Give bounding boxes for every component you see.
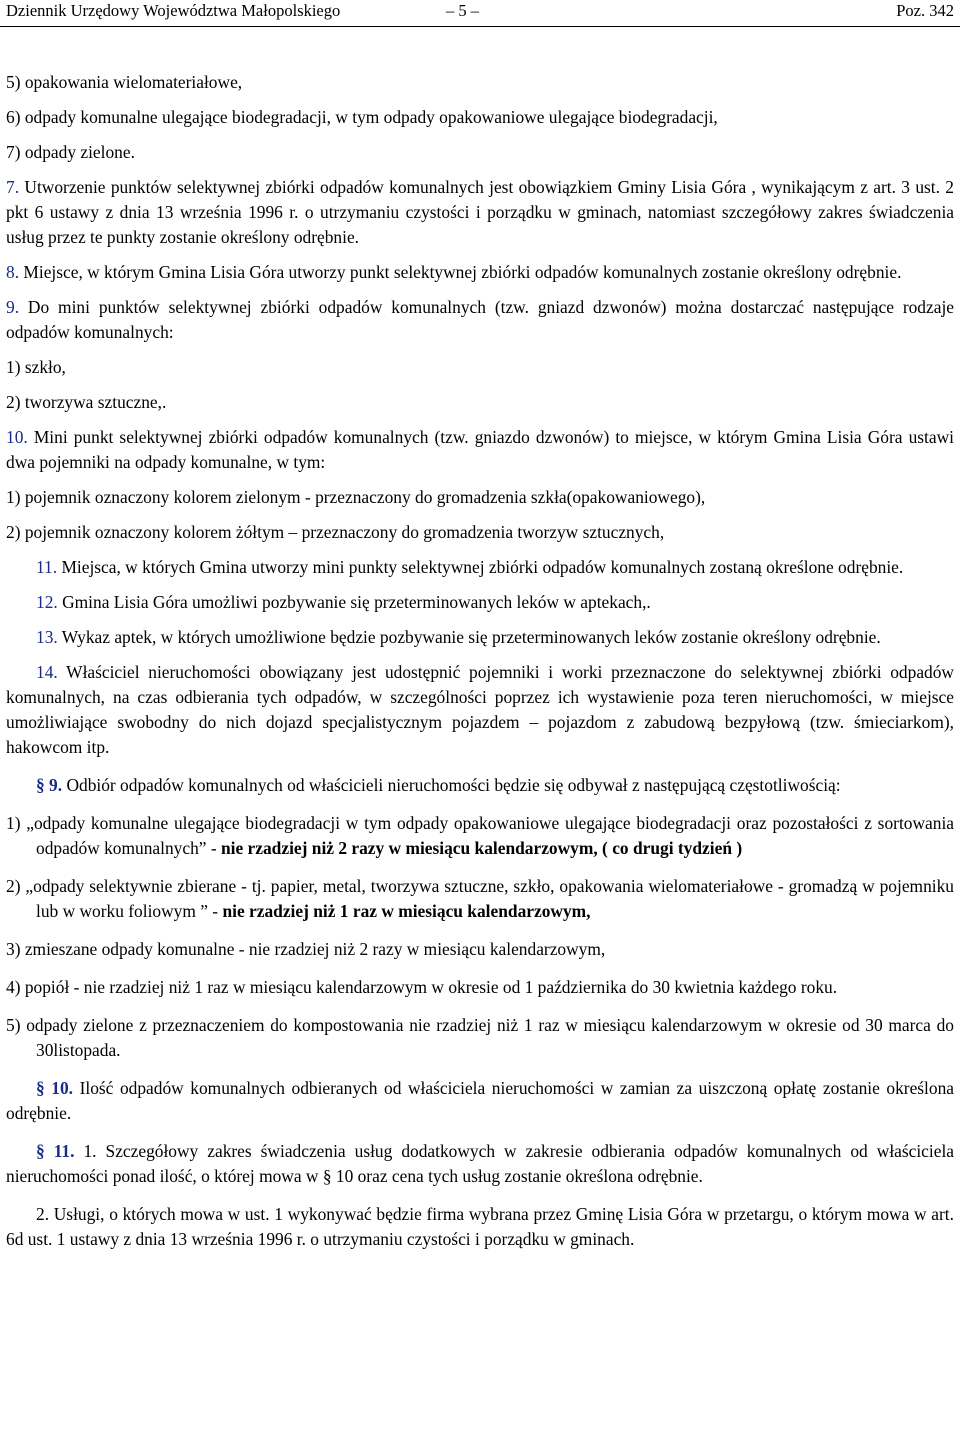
list-item [6, 811, 954, 861]
list-item: 5) odpady zielone z przeznaczeniem do kompostowania nie rzadziej niż 1 raz w miesiącu kalendarzowym w okresie od 30 marca do 30listopada. [6, 1015, 954, 1060]
paragraph-number: 13. [36, 627, 58, 647]
paragraph-text: Do mini punktów selektywnej zbiórki odpadów komunalnych (tzw. gniazd dzwonów) można dostarczać następujące rodzaje odpadów komunalnych: [6, 297, 954, 342]
list-item: 5) opakowania wielomateriałowe, [6, 72, 243, 92]
section-11-point-2: 2. Usługi, o których mowa w ust. 1 wykonywać będzie firma wybrana przez Gminę Lisia Góra w przetargu, o którym mowa w art. 6d ust. 1 ustawy z dnia 13 września 1996 r. o utrzymaniu czystości i porządku w gminach. [6, 1204, 954, 1249]
paragraph-11 [6, 555, 954, 580]
paragraph-text: Miejsce, w którym Gmina Lisia Góra utworzy punkt selektywnej zbiórki odpadów komunalnych zostanie określony odrębnie. [19, 262, 902, 282]
paragraph-number: 9. [6, 297, 20, 317]
list-item-text: 2) „odpady selektywnie zbierane - tj. papier, metal, tworzywa sztuczne, szkło, opakowania wielomateriałowe - gromadzą w pojemniku lub w worku foliowym ” - [6, 876, 954, 921]
list-item: 1) pojemnik oznaczony kolorem zielonym - przeznaczony do gromadzenia szkła(opakowaniowego), [6, 487, 706, 507]
paragraph-8 [6, 260, 954, 285]
paragraph-14 [6, 660, 954, 760]
publication-title: Dziennik Urzędowy Województwa Małopolskiego [6, 1, 341, 20]
page-header [6, 0, 954, 22]
list-item-text: 1) „odpady komunalne ulegające biodegradacji w tym odpady opakowaniowe ulegające biodegradacji oraz pozostałości z sortowania odpadów komunalnych” - [6, 813, 954, 858]
section-number: § 10. [36, 1078, 74, 1098]
paragraph-text: Utworzenie punktów selektywnej zbiórki odpadów komunalnych jest obowiązkiem Gminy Lisia Góra , wynikającym z art. 3 ust. 2 pkt 6 ustawy z dnia 13 września 1996 r. o utrzymaniu czystości i porządku w gminach, natomiast szczegółowy zakres świadczenia usług przez te punkty zostanie określony odrębnie. [6, 177, 954, 247]
header-rule [0, 26, 960, 27]
list-item: 2) tworzywa sztuczne,. [6, 392, 167, 412]
position-number: Poz. 342 [896, 1, 954, 20]
paragraph-number: 11. [36, 557, 58, 577]
paragraph-9 [6, 295, 954, 345]
paragraph-12 [6, 590, 954, 615]
list-item: 3) zmieszane odpady komunalne - nie rzadziej niż 2 razy w miesiącu kalendarzowym, [6, 939, 606, 959]
section-number: § 11. [36, 1141, 75, 1161]
paragraph-7 [6, 175, 954, 250]
page-number: – 5 – [446, 1, 479, 20]
paragraph-text: Właściciel nieruchomości obowiązany jest udostępnić pojemniki i worki przeznaczone do selektywnej zbiórki odpadów komunalnych, na czas odbierania tych odpadów, w szczególności poprzez ich wystawienie poza teren nieruchomości, w miejsce umożliwiające swobodny do nich dojazd specjalistycznym pojazdem – pojazdom z zabudową bezpyłową (tzw. śmieciarkom), hakowcom itp. [6, 662, 954, 757]
paragraph-number: 10. [6, 427, 28, 447]
paragraph-text: Gmina Lisia Góra umożliwi pozbywanie się przeterminowanych leków w aptekach,. [57, 592, 651, 612]
paragraph-13 [6, 625, 954, 650]
list-item: 6) odpady komunalne ulegające biodegradacji, w tym odpady opakowaniowe ulegające biodegradacji, [6, 107, 718, 127]
section-10 [6, 1076, 954, 1126]
paragraph-10 [6, 425, 954, 475]
paragraph-text: Mini punkt selektywnej zbiórki odpadów komunalnych (tzw. gniazdo dzwonów) to miejsce, w którym Gmina Lisia Góra ustawi dwa pojemniki na odpady komunalne, w tym: [6, 427, 954, 472]
section-9 [6, 773, 954, 798]
paragraph-number: 14. [36, 662, 58, 682]
section-text: Ilość odpadów komunalnych odbieranych od właściciela nieruchomości w zamian za uiszczoną opłatę zostanie określona odrębnie. [6, 1078, 955, 1123]
paragraph-text: Wykaz aptek, w których umożliwione będzie pozbywanie się przeterminowanych leków zostanie określony odrębnie. [57, 627, 881, 647]
list-item [6, 874, 954, 924]
paragraph-number: 7. [6, 177, 20, 197]
section-text: 1. Szczegółowy zakres świadczenia usług dodatkowych w zakresie odbierania odpadów komunalnych od właściciela nieruchomości ponad ilość, o której mowa w § 10 oraz cena tych usług zostanie określona odrębnie. [6, 1141, 955, 1186]
list-item: 4) popiół - nie rzadziej niż 1 raz w miesiącu kalendarzowym w okresie od 1 października do 30 kwietnia każdego roku. [6, 977, 838, 997]
paragraph-number: 12. [36, 592, 58, 612]
list-item: 1) szkło, [6, 357, 66, 377]
list-item-emphasis: nie rzadziej niż 2 razy w miesiącu kalendarzowym, ( co drugi tydzień ) [220, 838, 743, 858]
list-item: 2) pojemnik oznaczony kolorem żółtym – przeznaczony do gromadzenia tworzyw sztucznych, [6, 522, 665, 542]
list-item-emphasis: nie rzadziej niż 1 raz w miesiącu kalendarzowym, [222, 901, 591, 921]
paragraph-number: 8. [6, 262, 20, 282]
document-body [6, 70, 954, 1252]
section-11 [6, 1139, 954, 1189]
section-number: § 9. [36, 775, 63, 795]
list-item: 7) odpady zielone. [6, 142, 135, 162]
paragraph-text: Miejsca, w których Gmina utworzy mini punkty selektywnej zbiórki odpadów komunalnych zostaną określone odrębnie. [57, 557, 904, 577]
section-text: Odbiór odpadów komunalnych od właścicieli nieruchomości będzie się odbywał z następującą częstotliwością: [62, 775, 841, 795]
